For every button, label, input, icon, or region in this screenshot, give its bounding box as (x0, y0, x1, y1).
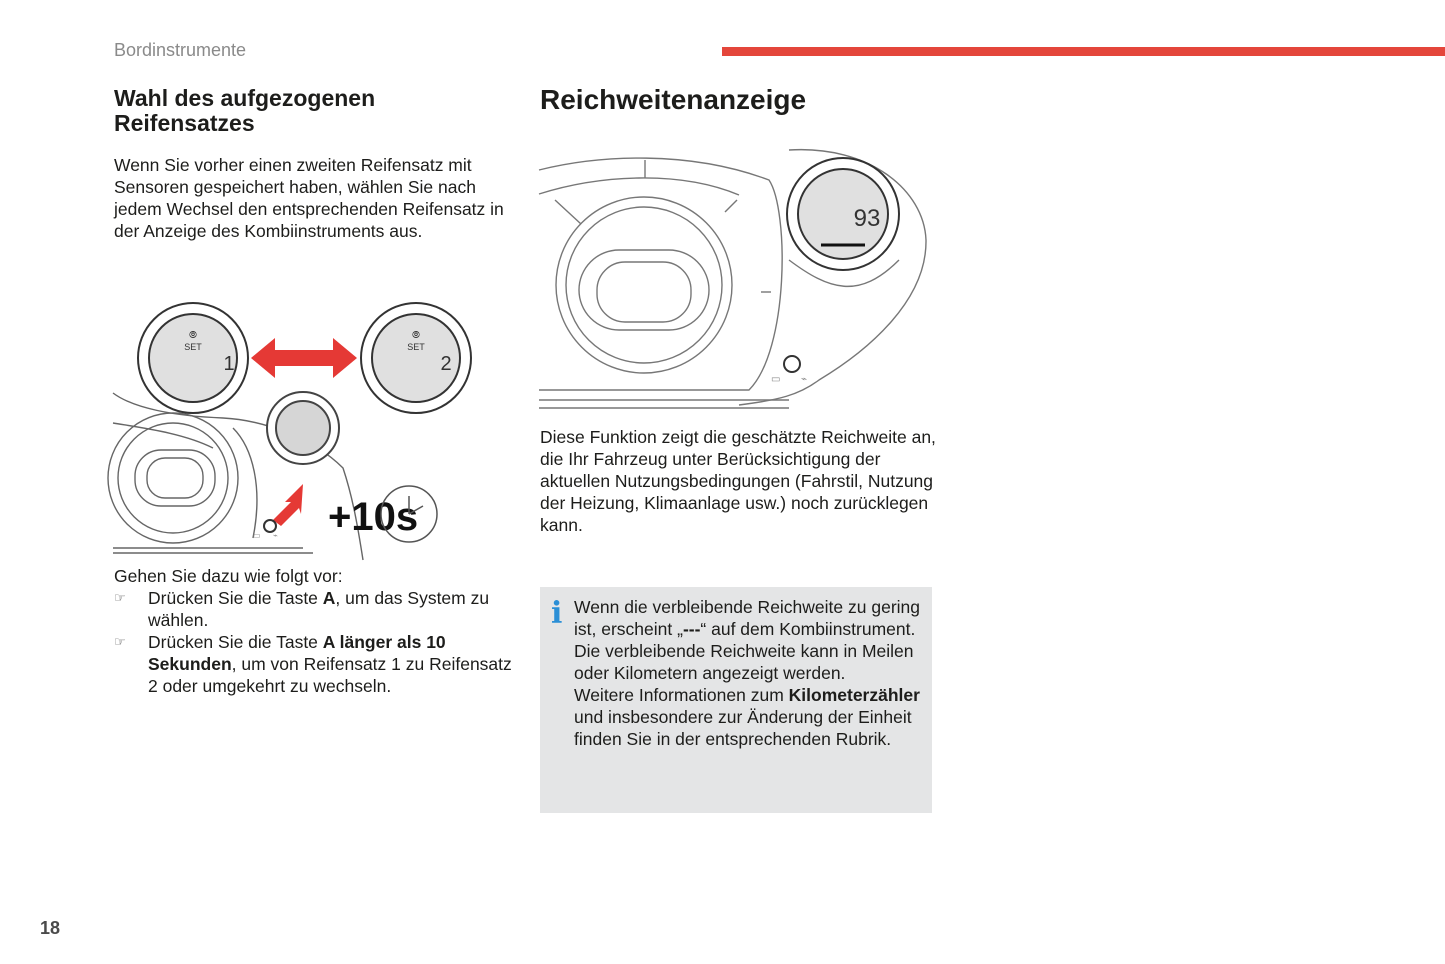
display-2-value: 2 (440, 353, 452, 375)
display-2-set-label: SET (407, 342, 425, 352)
steps-list (114, 565, 514, 697)
svg-text:▭: ▭ (771, 374, 781, 385)
pointer-arrow-icon (273, 484, 303, 526)
svg-text:⦾: ⦾ (412, 330, 420, 341)
step-2: ☞ Drücken Sie die Taste A länger als 10 Sekunden, um von Reifensatz 1 zu Reifensatz 2 oder umgekehrt zu wechseln. (114, 632, 512, 696)
steps-intro: Gehen Sie dazu wie folgt vor: (114, 566, 343, 586)
pointing-hand-icon: ☞ (114, 634, 126, 649)
info-text: Wenn die verbleibende Reichweite zu gering ist, erscheint „---“ auf dem Kombiinstrument. Die verbleibende Reichweite kann in Meilen oder Kilometern angezeigt werden. Weitere Informationen zum Kilometerzähler und insbesondere zur Änderung der Einheit finden Sie in der entsprechenden Rubrik. (574, 597, 921, 749)
range-description: Diese Funktion zeigt die geschätzte Reichweite an, die Ihr Fahrzeug unter Berücksichtigung der aktuellen Nutzungsbedingungen (Fahrstil, Nutzung der Heizung, Klimaanlage usw.) noch zurücklegen kann. (540, 427, 936, 535)
svg-text:▭: ▭ (253, 531, 261, 540)
section-title: Bordinstrumente (114, 40, 247, 60)
right-heading: Reichweitenanzeige (540, 84, 807, 115)
left-heading: Wahl des aufgezogenen Reifensatzes (114, 85, 376, 136)
svg-text:⌁: ⌁ (801, 374, 808, 385)
svg-text:⦾: ⦾ (189, 330, 197, 341)
section-accent-bar (722, 47, 1445, 56)
timer-label: +10s (328, 495, 419, 539)
tyre-set-selection-illustration (113, 298, 452, 560)
range-display-value: 93 (853, 205, 881, 232)
display-1-value: 1 (223, 353, 235, 375)
info-icon: i (551, 596, 563, 631)
display-1-set-label: SET (184, 342, 202, 352)
double-arrow-icon (251, 338, 357, 378)
page-number: 18 (40, 918, 61, 938)
step-1: ☞ Drücken Sie die Taste A, um das System zu wählen. (114, 588, 490, 630)
range-display-illustration (539, 150, 931, 412)
svg-text:⌁: ⌁ (273, 531, 278, 540)
pointing-hand-icon: ☞ (114, 590, 126, 605)
left-intro-paragraph: Wenn Sie vorher einen zweiten Reifensatz mit Sensoren gespeichert haben, wählen Sie nach jedem Wechsel den entsprechenden Reifensatz in der Anzeige des Kombiinstruments aus. (114, 155, 504, 241)
trip-button-icon (784, 356, 800, 372)
